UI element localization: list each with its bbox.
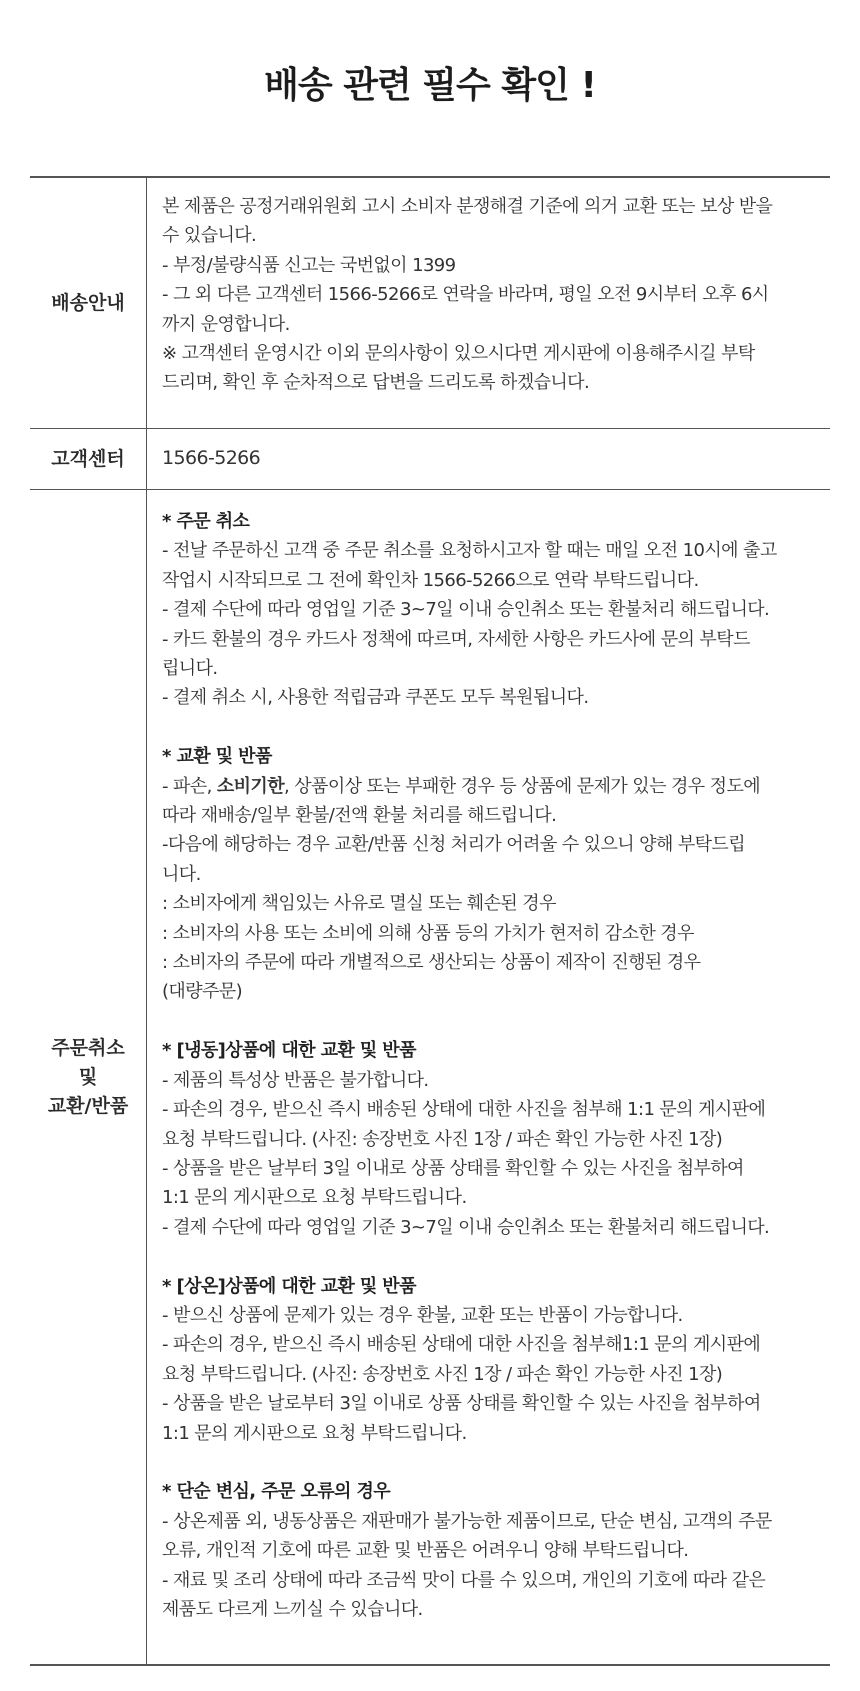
simple-change-line: 제품도 다르게 느끼실 수 있습니다. <box>162 1598 423 1620</box>
cancel-heading: * 주문 취소 <box>162 511 250 532</box>
frozen-line: - 상품을 받은 날부터 3일 이내로 상품 상태를 확인할 수 있는 사진을 첨부하여 <box>162 1157 744 1179</box>
shipping-line: 수 있습니다. <box>162 225 257 247</box>
frozen-line: 1:1 문의 게시판으로 요청 부탁드립니다. <box>162 1187 467 1209</box>
label-line-and: 및 <box>78 1065 98 1088</box>
exchange-line: : 소비자의 사용 또는 소비에 의해 상품 등의 가치가 현저히 감소한 경우 <box>162 922 694 944</box>
exchange-first-prefix: - 파손, <box>162 775 217 797</box>
cancel-line: 립니다. <box>162 658 218 680</box>
section-gap <box>162 1007 824 1036</box>
shipping-line: - 그 외 다른 고객센터 1566-5266로 연락을 바라며, 평일 오전 9시부터 오후 6시 <box>162 284 769 306</box>
order-content <box>147 490 831 1666</box>
room-temp-line: - 파손의 경우, 받으신 즉시 배송된 상태에 대한 사진을 첨부해1:1 문의 게시판에 <box>162 1334 761 1356</box>
frozen-line: 요청 부탁드립니다. (사진: 송장번호 사진 1장 / 파손 확인 가능한 사진 1장) <box>162 1128 723 1150</box>
simple-change-heading: * 단순 변심, 주문 오류의 경우 <box>162 1481 391 1503</box>
shipping-content <box>147 177 831 429</box>
shipping-line: 까지 운영합니다. <box>162 313 290 335</box>
exchange-line: : 소비자의 주문에 따라 개별적으로 생산되는 상품이 제작이 진행된 경우 <box>162 952 701 974</box>
exchange-heading: * 교환 및 반품 <box>162 746 272 768</box>
frozen-line: - 파손의 경우, 받으신 즉시 배송된 상태에 대한 사진을 첨부해 1:1 문의 게시판에 <box>162 1099 766 1121</box>
label-line-exchange: 교환/반품 <box>47 1094 129 1117</box>
shipping-line: ※ 고객센터 운영시간 이외 문의사항이 있으시다면 게시판에 이용해주시길 부탁 <box>162 343 755 365</box>
frozen-line: - 제품의 특성상 반품은 불가합니다. <box>162 1069 429 1091</box>
shipping-row <box>30 177 830 429</box>
label-line-cancel: 주문취소 <box>51 1036 125 1059</box>
section-gap <box>162 713 824 742</box>
order-cancel-exchange-label <box>30 490 147 1666</box>
shipping-line: - 부정/불량식품 신고는 국번없이 1399 <box>162 254 456 276</box>
exchange-line: 니다. <box>162 863 201 885</box>
room-temp-line: 1:1 문의 게시판으로 요청 부탁드립니다. <box>162 1422 467 1444</box>
simple-change-line: 오류, 개인적 기호에 따른 교환 및 반품은 어려우니 양해 부탁드립니다. <box>162 1540 689 1562</box>
cancel-line: - 전날 주문하신 고객 중 주문 취소를 요청하시고자 할 때는 매일 오전 10시에 출고 <box>162 540 777 562</box>
room-temp-line: - 상품을 받은 날로부터 3일 이내로 상품 상태를 확인할 수 있는 사진을 첨부하여 <box>162 1393 761 1415</box>
exchange-line: -다음에 해당하는 경우 교환/반품 신청 처리가 어려울 수 있으니 양해 부탁드립 <box>162 834 746 856</box>
expiry-date-emphasis: 소비기한 <box>216 775 284 797</box>
order-cancel-exchange-row <box>30 490 830 1666</box>
customer-center-row <box>30 429 830 490</box>
cancel-line: - 결제 수단에 따라 영업일 기준 3~7일 이내 승인취소 또는 환불처리 해드립니다. <box>162 599 770 621</box>
room-temp-line: 요청 부탁드립니다. (사진: 송장번호 사진 1장 / 파손 확인 가능한 사진 1장) <box>162 1363 723 1385</box>
exchange-line: 따라 재배송/일부 환불/전액 환불 처리를 해드립니다. <box>162 805 557 827</box>
shipping-info-table <box>30 176 830 1666</box>
customer-center-label: 고객센터 <box>30 429 147 490</box>
page-title: 배송 관련 필수 확인 ! <box>264 65 596 106</box>
section-gap <box>162 1448 824 1477</box>
exchange-first-suffix: , 상품이상 또는 부패한 경우 등 상품에 문제가 있는 경우 정도에 <box>284 775 761 797</box>
section-gap <box>162 1242 824 1271</box>
cancel-line: 작업시 시작되므로 그 전에 확인차 1566-5266으로 연락 부탁드립니다. <box>162 569 699 591</box>
exchange-first-line <box>162 772 824 801</box>
exchange-line: : 소비자에게 책임있는 사유로 멸실 또는 훼손된 경우 <box>162 893 556 915</box>
cancel-line: - 결제 취소 시, 사용한 적립금과 쿠폰도 모두 복원됩니다. <box>162 687 589 709</box>
shipping-line: 본 제품은 공정거래위원회 고시 소비자 분쟁해결 기준에 의거 교환 또는 보상 받을 <box>162 196 773 217</box>
simple-change-line: - 상온제품 외, 냉동상품은 재판매가 불가능한 제품이므로, 단순 변심, 고객의 주문 <box>162 1510 772 1532</box>
shipping-label: 배송안내 <box>30 177 147 429</box>
simple-change-line: - 재료 및 조리 상태에 따라 조금씩 맛이 다를 수 있으며, 개인의 기호에 따라 같은 <box>162 1569 766 1591</box>
room-temp-line: - 받으신 상품에 문제가 있는 경우 환불, 교환 또는 반품이 가능합니다. <box>162 1304 683 1326</box>
room-temp-heading: * [상온]상품에 대한 교환 및 반품 <box>162 1275 416 1297</box>
exchange-line: (대량주문) <box>162 981 242 1003</box>
customer-center-phone: 1566-5266 <box>162 447 261 470</box>
cancel-line: - 카드 환불의 경우 카드사 정책에 따르며, 자세한 사항은 카드사에 문의 부탁드 <box>162 628 750 650</box>
shipping-line: 드리며, 확인 후 순차적으로 답변을 드리도록 하겠습니다. <box>162 372 590 394</box>
frozen-line: - 결제 수단에 따라 영업일 기준 3~7일 이내 승인취소 또는 환불처리 해드립니다. <box>162 1216 770 1238</box>
frozen-heading: * [냉동]상품에 대한 교환 및 반품 <box>162 1040 416 1062</box>
